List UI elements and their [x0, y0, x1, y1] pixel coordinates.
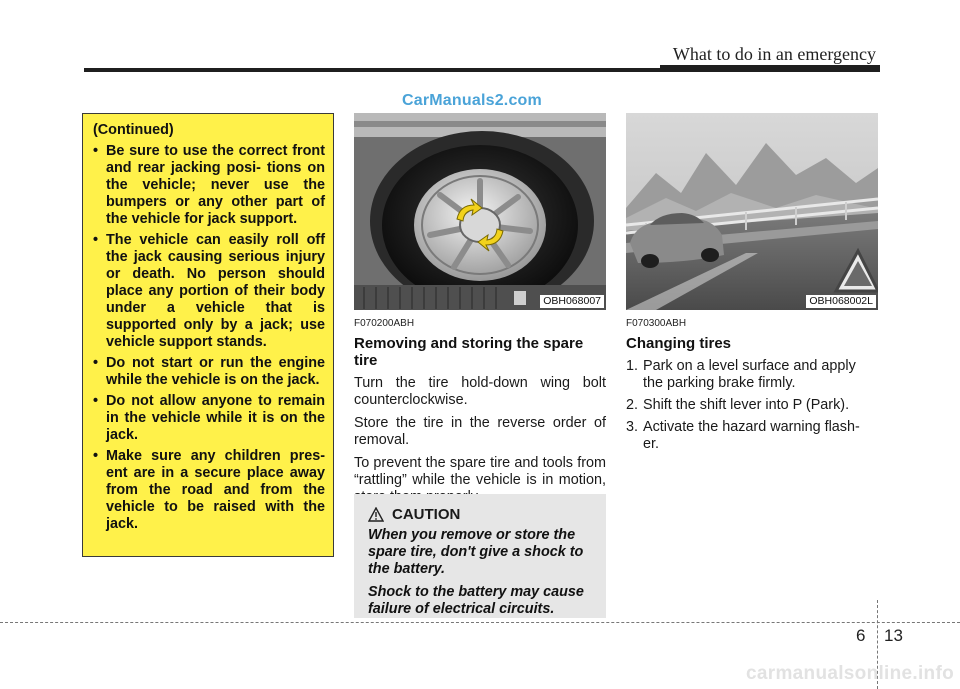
watermark-bottom[interactable]: carmanualsonline.info — [746, 663, 954, 684]
header-title: What to do in an emergency — [672, 44, 876, 64]
header-rule-accent — [660, 65, 880, 69]
paragraph: Store the tire in the reverse order of removal. — [354, 415, 606, 448]
step-text: Activate the hazard warning flash- er. — [643, 419, 860, 452]
caution-box — [354, 494, 606, 618]
watermark-top[interactable]: CarManuals2.com — [402, 92, 542, 109]
section-changing-tires — [626, 318, 878, 458]
section-code: F070300ABH — [626, 318, 687, 329]
section-code: F070200ABH — [354, 318, 415, 329]
page-number: 13 — [884, 626, 903, 645]
paragraph: To prevent the spare tire and tools from “rattling” while the vehicle is in motion, — [354, 455, 606, 488]
paragraph: Turn the tire hold-down wing bolt counterclockwise. — [354, 375, 606, 408]
warning-box — [82, 113, 334, 557]
caution-title: CAUTION — [392, 506, 461, 523]
section-spare-tire — [354, 318, 606, 512]
step-text: Park on a level surface and apply the parking brake firmly. — [643, 358, 856, 391]
spare-tire-illustration — [354, 113, 606, 310]
warning-item: • Be sure to use the correct front and rear jacking posi- tions on the vehicle; never use the bumpers or any other part of the vehicle for jack support. — [93, 143, 325, 228]
section-title: Changing tires — [626, 335, 732, 352]
step-number: 2. — [626, 397, 639, 413]
caution-text: Shock to the battery may cause failure of electrical circuits. — [368, 584, 584, 617]
steps-list — [626, 358, 878, 453]
warning-item: • Do not allow anyone to remain in the vehicle while it is on the jack. — [93, 393, 325, 444]
warning-list — [93, 143, 325, 533]
step-text: Shift the shift lever into P (Park). — [643, 397, 850, 413]
warning-item: • The vehicle can easily roll off the jack causing serious injury or death. No person should place any portion of their body under a vehicle that is supported only by a jack; use vehicle support stands. — [93, 232, 325, 351]
section-title: Removing and storing the spare tire — [354, 335, 584, 369]
image-code-label: OBH068002L — [806, 295, 876, 308]
step-item — [626, 419, 878, 453]
caution-text: When you remove or store the spare tire, don't give a shock to the battery. — [368, 527, 584, 577]
caution-triangle-icon — [368, 507, 384, 522]
road-scene-illustration — [626, 113, 878, 310]
step-item — [626, 358, 878, 392]
footer-dashed-rule — [0, 622, 960, 623]
road-scene-image — [626, 113, 878, 310]
step-number: 3. — [626, 419, 639, 435]
caution-header — [368, 506, 598, 523]
spare-tire-image — [354, 113, 606, 310]
warning-item: • Do not start or run the engine while the vehicle is on the jack. — [93, 355, 325, 389]
continued-label: (Continued) — [93, 122, 174, 138]
chapter-number: 6 — [856, 626, 866, 645]
warning-item: • Make sure any children pres- ent are in a secure place away from the road and from the vehicle to be raised with the jack. — [93, 448, 325, 533]
image-code-label: OBH068007 — [540, 295, 604, 308]
step-item — [626, 397, 878, 414]
step-number: 1. — [626, 358, 639, 374]
